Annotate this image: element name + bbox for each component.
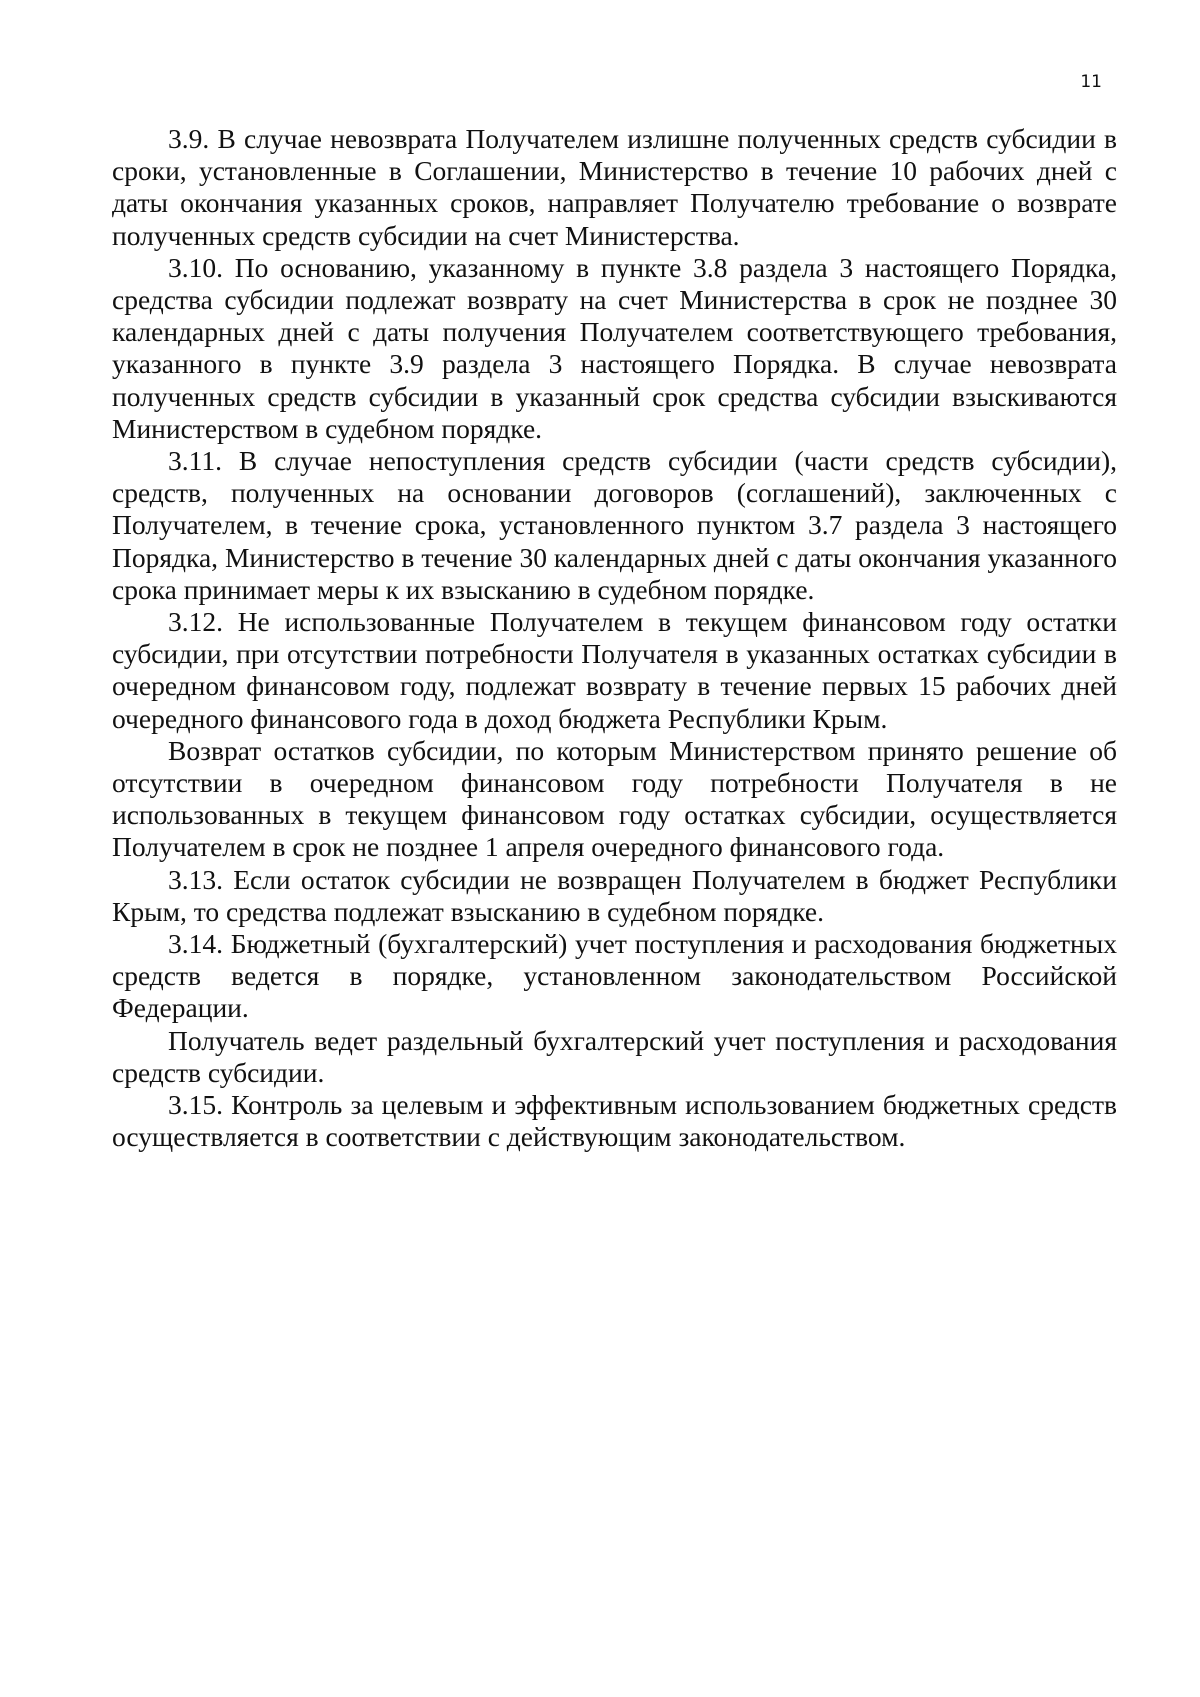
- paragraph-3-14-accounting: Получатель ведет раздельный бухгалтерский учет поступления и расходования средств субсидии.: [112, 1024, 1117, 1088]
- paragraph-3-14: 3.14. Бюджетный (бухгалтерский) учет поступления и расходования бюджетных средств ведется в порядке, установленном законодательством Российской Федерации.: [112, 928, 1117, 1024]
- paragraph-3-15: 3.15. Контроль за целевым и эффективным использованием бюджетных средств осуществляется в соответствии с действующим законодательством.: [112, 1089, 1117, 1153]
- paragraph-3-11: 3.11. В случае непоступления средств субсидии (части средств субсидии), средств, полученных на основании договоров (соглашений), заключенных с Получателем, в течение срока, установленного пунктом 3.7 раздела 3 настоящего Порядка, Министерство в течение 30 календарных дней с даты окончания указанного срока принимает меры к их взысканию в судебном порядке.: [112, 445, 1117, 605]
- paragraph-3-10: 3.10. По основанию, указанному в пункте 3.8 раздела 3 настоящего Порядка, средства субсидии подлежат возврату на счет Министерства в срок не позднее 30 календарных дней с даты получения Получателем соответствующего требования, указанного в пункте 3.9 раздела 3 настоящего Порядка. В случае невозврата полученных средств субсидии в указанный срок средства субсидии взыскиваются Министерством в судебном порядке.: [112, 251, 1117, 444]
- paragraph-3-12: 3.12. Не использованные Получателем в текущем финансовом году остатки субсидии, при отсутствии потребности Получателя в указанных остатках субсидии в очередном финансовом году, подлежат возврату в течение первых 15 рабочих дней очередного финансового года в доход бюджета Республики Крым.: [112, 606, 1117, 734]
- paragraph-3-12-return: Возврат остатков субсидии, по которым Министерством принято решение об отсутствии в очередном финансовом году потребности Получателя в не использованных в текущем финансовом году остатках субсидии, осуществляется Получателем в срок не позднее 1 апреля очередного финансового года.: [112, 734, 1117, 863]
- page-number: 11: [1080, 72, 1102, 92]
- document-body: [112, 123, 1117, 1154]
- paragraph-3-13: 3.13. Если остаток субсидии не возвращен Получателем в бюджет Республики Крым, то средства подлежат взысканию в судебном порядке.: [112, 863, 1117, 927]
- paragraph-3-9: 3.9. В случае невозврата Получателем излишне полученных средств субсидии в сроки, установленные в Соглашении, Министерство в течение 10 рабочих дней с даты окончания указанных сроков, направляет Получателю требование о возврате полученных средств субсидии на счет Министерства.: [112, 123, 1117, 251]
